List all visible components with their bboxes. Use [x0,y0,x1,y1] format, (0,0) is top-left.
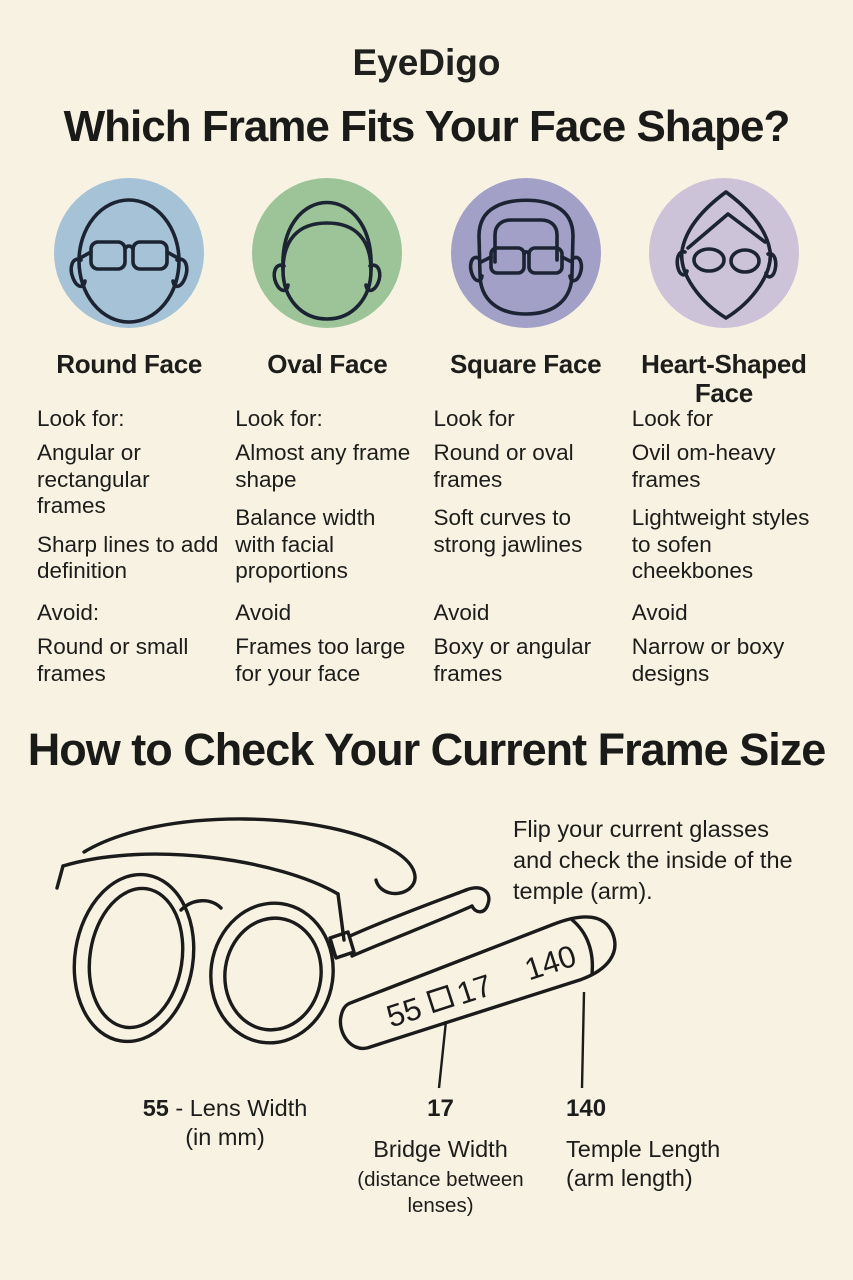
look-for-header: Look for [433,406,515,431]
avoid-section [434,600,618,687]
look-for-section [434,406,618,600]
look-for-item: Angular or rectangular frames [37,440,150,519]
look-for-section [235,406,419,600]
face-shape-title: Oval Face [267,349,388,379]
temple-arm-detail [331,908,623,1055]
face-shape-title: Square Face [449,349,602,379]
marking-temple-length: 140 [520,938,581,988]
look-for-section [632,406,816,600]
lens-width-value: 55 [142,1095,169,1121]
near-temple-arm [350,890,466,936]
face-column-square [427,178,625,699]
marking-bridge-width: 17 [452,967,497,1012]
lens-width-label: 55 - Lens Width (in mm) [110,1094,340,1153]
avoid-header: Avoid: [37,600,100,625]
avoid-header: Avoid [631,600,688,625]
lens-width-name: Lens Width [189,1095,308,1121]
square-face-icon [451,178,601,328]
face-shape-columns [30,178,823,699]
avoid-item: Boxy or angular frames [433,634,592,686]
avoid-item: Round or small frames [37,634,189,686]
look-for-header: Look for: [37,406,125,431]
look-for-header: Look for: [235,406,323,431]
avoid-section [37,600,221,687]
look-for-item: Sharp lines to add definition [37,531,219,584]
look-for-item: Ovil om-heavy frames [631,440,776,492]
square-symbol [428,986,453,1011]
temple-length-sub: (arm length) [566,1165,693,1192]
face-shape-title: Round Face [56,349,203,379]
bridge-width-sub: (distance between lenses) [357,1168,524,1217]
frame-size-instruction: Flip your current glasses and check the inside of the temple (arm). [513,816,793,904]
look-for-item: Balance width with facial proportions [235,505,376,584]
look-for-item: Lightweight styles to sofen cheekbones [631,505,810,584]
lens-width-unit: (in mm) [185,1124,265,1151]
avoid-item: Frames too large for your face [235,634,406,686]
face-column-heart [625,178,823,699]
glasses-diagram [0,790,853,1090]
round-face-icon [54,178,204,328]
bridge-width-value: 17 [427,1095,454,1122]
avoid-header: Avoid [433,600,490,625]
avoid-section [235,600,419,687]
page-title: Which Frame Fits Your Face Shape? [63,102,790,151]
look-for-item: Almost any frame shape [235,440,411,492]
bridge-width-label [348,1094,533,1219]
frame-size-section-title: How to Check Your Current Frame Size [27,724,826,775]
look-for-item: Round or oval frames [433,440,574,492]
temple-length-label [566,1094,786,1194]
temple-length-value: 140 [566,1095,607,1122]
temple-leader-line [582,992,584,1088]
bridge-leader-line [439,1021,446,1088]
bridge-width-name: Bridge Width [373,1136,508,1162]
avoid-header: Avoid [235,600,292,625]
heart-face-icon [649,178,799,328]
avoid-section [632,600,816,687]
face-column-oval [228,178,426,699]
look-for-header: Look for [631,406,714,431]
temple-length-name: Temple Length [566,1136,721,1162]
face-shape-title: Heart-Shaped Face [641,349,807,409]
marking-lens-width: 55 [382,990,426,1035]
avoid-item: Narrow or boxy designs [631,634,785,686]
brow-bar [63,854,338,894]
look-for-section [37,406,221,600]
look-for-item: Soft curves to strong jawlines [433,505,583,557]
face-column-round [30,178,228,699]
oval-face-icon [252,178,402,328]
brand-logo: EyeDigo [352,42,501,83]
